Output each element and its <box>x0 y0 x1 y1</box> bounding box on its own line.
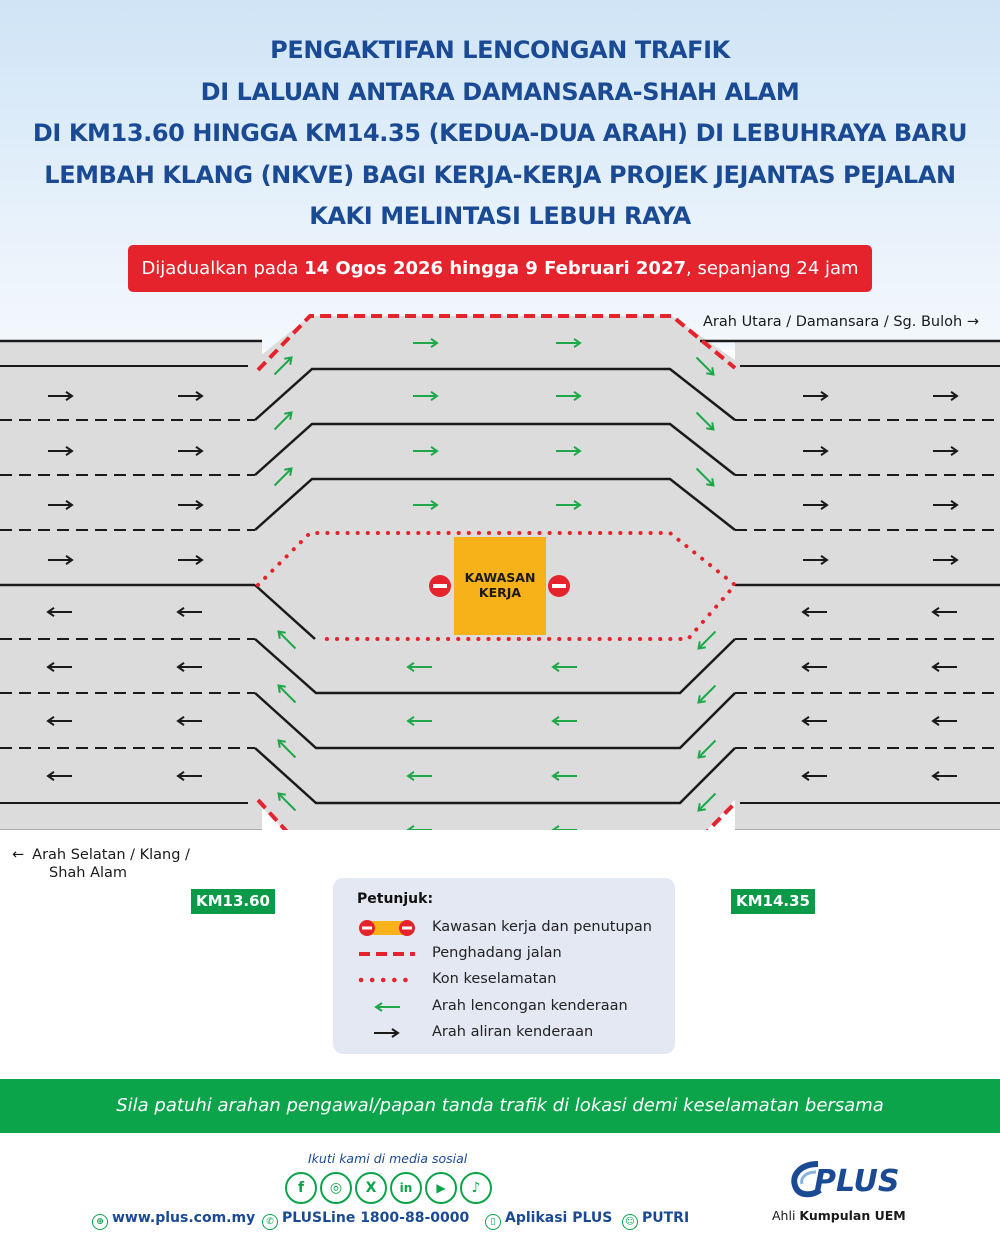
black-arrow-legend-icon <box>357 1022 417 1044</box>
legend-heading: Petunjuk: <box>357 891 434 907</box>
schedule-dates: 14 Ogos 2026 hingga 9 Februari 2027 <box>304 258 687 279</box>
work-zone-label-1: KAWASAN <box>464 570 536 585</box>
legend-label: Penghadang jalan <box>432 945 562 961</box>
north-arrow-icon: → <box>966 314 979 330</box>
facebook-icon[interactable]: f <box>285 1172 317 1204</box>
km-marker-end: KM14.35 <box>731 889 815 914</box>
legend-label: Kon keselamatan <box>432 971 557 987</box>
schedule-suffix: , sepanjang 24 jam <box>686 258 859 279</box>
website-link[interactable] <box>92 1210 255 1230</box>
social-heading: Ikuti kami di media sosial <box>308 1151 468 1166</box>
youtube-icon[interactable]: ▶ <box>425 1172 457 1204</box>
traffic-diagram <box>0 310 1000 830</box>
schedule-banner <box>128 245 872 292</box>
app-link[interactable] <box>485 1210 612 1230</box>
title-line-1: PENGAKTIFAN LENCONGAN TRAFIK <box>270 36 730 64</box>
legend-row-work-zone <box>333 917 675 939</box>
legend-label: Arah lencongan kenderaan <box>432 998 628 1014</box>
assistant-icon: ☺ <box>622 1214 638 1230</box>
south-direction-line-2: Shah Alam <box>49 865 128 881</box>
green-arrow-legend-icon <box>357 996 417 1018</box>
barrier-legend-icon <box>357 943 417 965</box>
schedule-prefix: Dijadualkan pada <box>141 258 305 279</box>
plus-logo <box>786 1160 906 1200</box>
mobile-icon: ▯ <box>485 1214 501 1230</box>
legend-row-barrier <box>333 943 675 965</box>
tiktok-icon[interactable]: ♪ <box>460 1172 492 1204</box>
south-arrow-icon: ← <box>12 847 25 863</box>
legend-panel <box>333 878 675 1054</box>
north-direction-label <box>703 313 979 331</box>
title-line-4: LEMBAH KLANG (NKVE) BAGI KERJA-KERJA PROJEK JEJANTAS PEJALAN <box>44 160 956 189</box>
member-group: Kumpulan UEM <box>799 1208 906 1223</box>
legend-row-green-arrow <box>333 996 675 1018</box>
north-direction-text: Arah Utara / Damansara / Sg. Buloh <box>703 314 963 330</box>
no-entry-icon <box>429 575 451 597</box>
cones-legend-icon <box>357 969 417 991</box>
plusline-text: PLUSLine 1800-88-0000 <box>282 1210 470 1226</box>
legend-row-black-arrow <box>333 1022 675 1044</box>
linkedin-icon[interactable]: in <box>390 1172 422 1204</box>
instagram-icon[interactable]: ◎ <box>320 1172 352 1204</box>
legend-label: Kawasan kerja dan penutupan <box>432 919 652 935</box>
app-text: Aplikasi PLUS <box>505 1210 613 1226</box>
title-line-2: DI LALUAN ANTARA DAMANSARA-SHAH ALAM <box>200 77 800 106</box>
globe-icon: ⊕ <box>92 1214 108 1230</box>
work-zone-legend-icon <box>357 917 417 939</box>
no-entry-icon <box>548 575 570 597</box>
km-marker-start: KM13.60 <box>191 889 275 914</box>
plus-logo-text: PLUS <box>814 1164 900 1199</box>
title-line-3: DI KM13.60 HINGGA KM14.35 (KEDUA-DUA ARAH) DI LEBUHRAYA BARU <box>32 119 968 147</box>
x-icon[interactable]: X <box>355 1172 387 1204</box>
work-zone-label-2: KERJA <box>478 585 522 600</box>
putri-link[interactable] <box>622 1210 689 1230</box>
plusline-link[interactable] <box>262 1210 469 1230</box>
member-prefix: Ahli <box>772 1208 800 1223</box>
member-label <box>772 1208 906 1223</box>
south-direction-line-1: Arah Selatan / Klang / <box>32 847 190 863</box>
page-title <box>0 30 1000 238</box>
putri-text: PUTRI <box>642 1210 690 1226</box>
south-direction-label <box>12 846 190 882</box>
website-text: www.plus.com.my <box>112 1210 256 1226</box>
notice-bar: Sila patuhi arahan pengawal/papan tanda trafik di lokasi demi keselamatan bersama <box>0 1079 1000 1133</box>
phone-icon: ✆ <box>262 1214 278 1230</box>
title-line-5: KAKI MELINTASI LEBUH RAYA <box>309 202 691 230</box>
legend-label: Arah aliran kenderaan <box>432 1024 594 1040</box>
legend-row-cones <box>333 969 675 991</box>
